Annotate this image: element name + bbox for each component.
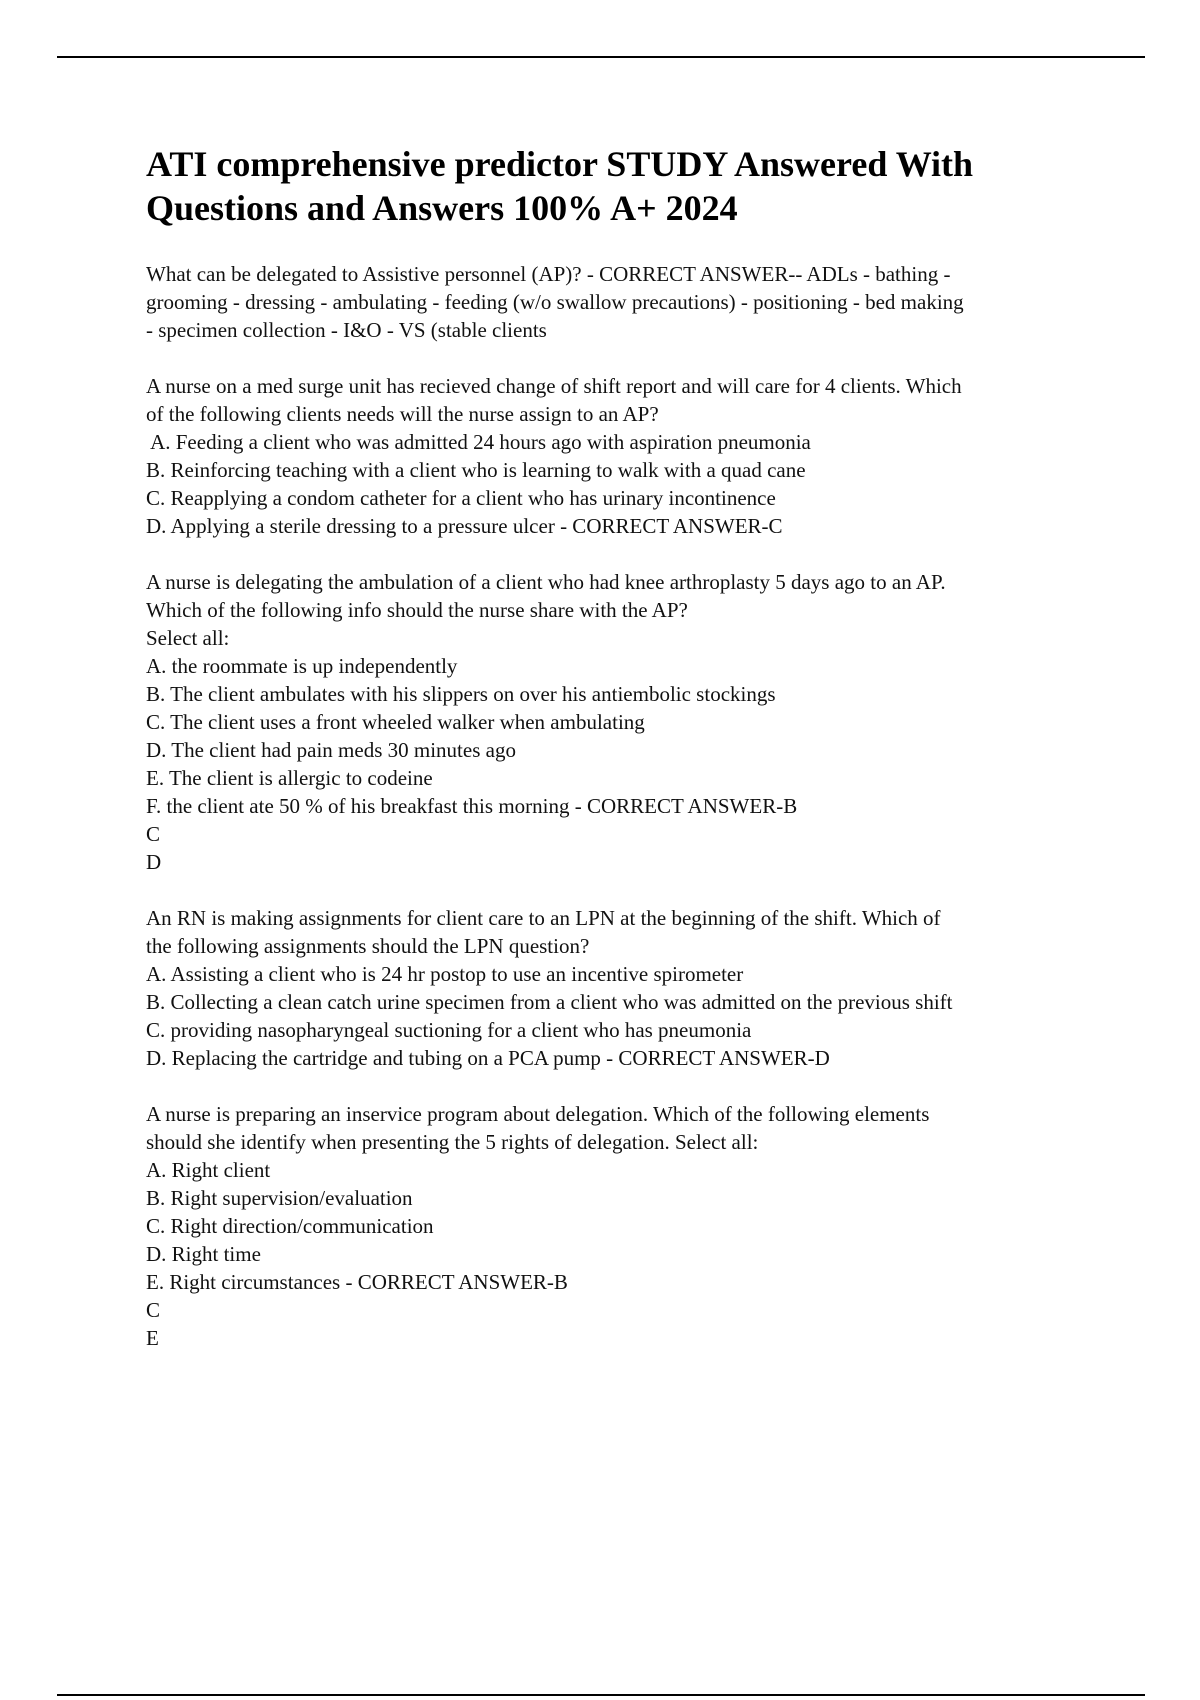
- option-line: B. Right supervision/evaluation: [146, 1186, 413, 1210]
- answer-line: C: [146, 822, 161, 846]
- text-line: A nurse on a med surge unit has recieved change of shift report and will care for 4 clients. Which: [146, 374, 962, 398]
- option-line: B. Collecting a clean catch urine specimen from a client who was admitted on the previous shift: [146, 990, 953, 1014]
- option-line: A. Assisting a client who is 24 hr postop to use an incentive spirometer: [146, 962, 744, 986]
- text-line: A nurse is delegating the ambulation of a client who had knee arthroplasty 5 days ago to an AP.: [146, 570, 946, 594]
- option-line: D. Replacing the cartridge and tubing on a PCA pump - CORRECT ANSWER-D: [146, 1046, 830, 1070]
- option-line: C. Reapplying a condom catheter for a client who has urinary incontinence: [146, 486, 776, 510]
- text-line: Select all:: [146, 626, 230, 650]
- text-line: grooming - dressing - ambulating - feeding (w/o swallow precautions) - positioning - bed making: [146, 290, 964, 314]
- question-med-surge: [146, 372, 1106, 540]
- answer-line: E: [146, 1326, 159, 1350]
- option-line: B. Reinforcing teaching with a client who is learning to walk with a quad cane: [146, 458, 806, 482]
- text-line: An RN is making assignments for client care to an LPN at the beginning of the shift. Which of: [146, 906, 941, 930]
- option-line: C. The client uses a front wheeled walker when ambulating: [146, 710, 645, 734]
- question-ambulation: [146, 568, 1106, 876]
- bottom-rule: [57, 1694, 1145, 1696]
- paragraph-delegation-ap: [146, 260, 1106, 344]
- option-line: C. providing nasopharyngeal suctioning for a client who has pneumonia: [146, 1018, 752, 1042]
- option-line: E. Right circumstances - CORRECT ANSWER-B: [146, 1270, 568, 1294]
- option-line: D. Right time: [146, 1242, 261, 1266]
- option-line: B. The client ambulates with his slippers on over his antiembolic stockings: [146, 682, 776, 706]
- document-body: [146, 142, 1106, 1380]
- text-line: A nurse is preparing an inservice program about delegation. Which of the following elements: [146, 1102, 930, 1126]
- option-line: A. Feeding a client who was admitted 24 hours ago with aspiration pneumonia: [146, 430, 811, 454]
- option-line: C. Right direction/communication: [146, 1214, 434, 1238]
- text-line: of the following clients needs will the nurse assign to an AP?: [146, 402, 659, 426]
- answer-line: C: [146, 1298, 161, 1322]
- option-line: A. the roommate is up independently: [146, 654, 458, 678]
- option-line: A. Right client: [146, 1158, 271, 1182]
- option-line: D. Applying a sterile dressing to a pressure ulcer - CORRECT ANSWER-C: [146, 514, 783, 538]
- title-line: Questions and Answers 100% A+ 2024: [146, 188, 738, 228]
- question-lpn-assignments: [146, 904, 1106, 1072]
- title-line: ATI comprehensive predictor STUDY Answered With: [146, 144, 974, 184]
- option-line: E. The client is allergic to codeine: [146, 766, 433, 790]
- text-line: the following assignments should the LPN question?: [146, 934, 590, 958]
- text-line: Which of the following info should the nurse share with the AP?: [146, 598, 688, 622]
- question-five-rights: [146, 1100, 1106, 1352]
- text-line: should she identify when presenting the 5 rights of delegation. Select all:: [146, 1130, 759, 1154]
- option-line: F. the client ate 50 % of his breakfast this morning - CORRECT ANSWER-B: [146, 794, 798, 818]
- answer-line: D: [146, 850, 162, 874]
- document-title: [146, 142, 1106, 230]
- text-line: - specimen collection - I&O - VS (stable clients: [146, 318, 547, 342]
- text-line: What can be delegated to Assistive personnel (AP)? - CORRECT ANSWER-- ADLs - bathing -: [146, 262, 951, 286]
- top-rule: [57, 56, 1145, 58]
- option-line: D. The client had pain meds 30 minutes ago: [146, 738, 516, 762]
